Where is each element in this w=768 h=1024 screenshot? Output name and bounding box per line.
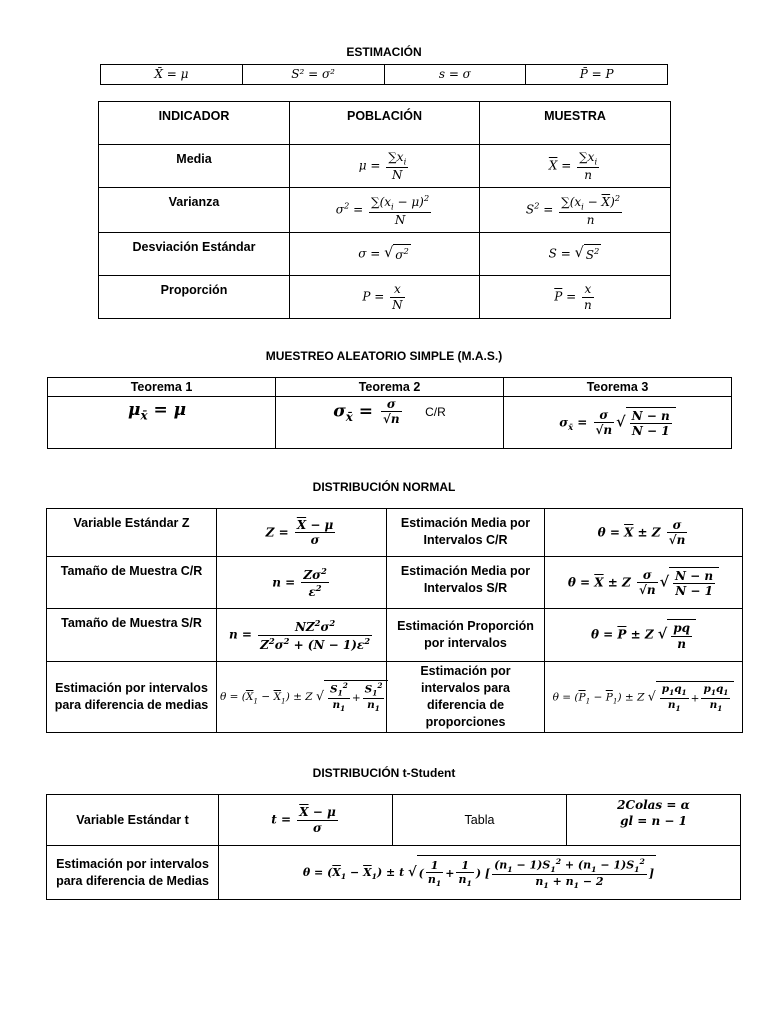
row-media-label: Media (99, 145, 290, 188)
variable-z-label: Variable Estándar Z (47, 509, 217, 557)
teorema-2-header: Teorema 2 (276, 378, 504, 397)
diferencia-proporciones-label: Estimación por intervalos para diferencia de proporciones (387, 662, 545, 733)
variable-t-formula: t = $\frac{\overline{X} - \mu}{\sigma}$ (219, 795, 393, 846)
estimacion-cell: P̄ = P (526, 65, 668, 85)
estimacion-cell: s = σ (384, 65, 526, 85)
proporcion-intervalos-label: Estimación Proporción por intervalos (387, 609, 545, 662)
colas-gl-cell (567, 795, 741, 846)
tamano-sr-label: Tamaño de Muestra S/R (47, 609, 217, 662)
diferencia-medias-t-label: Estimación por intervalos para diferencia de Medias (47, 846, 219, 900)
proporcion-intervalos-formula: $\theta = \overline{P} \pm Z$ √ $\frac{pq}{n}$ (545, 609, 743, 662)
tstudent-title: DISTRIBUCIÓN t-Student (312, 766, 456, 780)
tamano-cr-label: Tamaño de Muestra C/R (47, 557, 217, 609)
formula-proporcion-muestra: $\overline{P}$ = $\frac{x}{n}$ (480, 276, 671, 319)
media-intervalos-sr-formula: $\theta = \overline{X} \pm Z$ $\frac{\sigma}{√n}$ √ $\frac{N - n}{N - 1}$ (545, 557, 743, 609)
teorema-2-cr: C/R (425, 404, 446, 419)
teorema-3-formula: $\sigma_{x̄}$ = $\frac{\sigma}{√n}$ √ $\frac{N - n}{N - 1}$ (504, 397, 732, 449)
tabla-label: Tabla (393, 795, 567, 846)
media-intervalos-cr-formula: $\theta = \overline{X} \pm Z$ $\frac{\sigma}{√n}$ (545, 509, 743, 557)
formula-media-poblacion: μ = $\frac{\sum x_i}{N}$ (290, 145, 480, 188)
estimacion-cell: S² = σ² (242, 65, 384, 85)
mas-table (47, 377, 732, 449)
teorema-1-header: Teorema 1 (48, 378, 276, 397)
diferencia-medias-label: Estimación por intervalos para diferencia de medias (47, 662, 217, 733)
tstudent-table (46, 794, 741, 900)
formula-media-muestra: $\overline{X}$ = $\frac{\sum x_i}{n}$ (480, 145, 671, 188)
header-muestra: MUESTRA (480, 102, 671, 145)
estimacion-cell: X̄ = μ (101, 65, 243, 85)
teorema-3-header: Teorema 3 (504, 378, 732, 397)
colas-text: 2Colas = α (617, 798, 690, 812)
formula-desviacion-muestra: S = √ $S^2$ (480, 233, 671, 276)
formula-desviacion-poblacion: σ = √ $\sigma^2$ (290, 233, 480, 276)
tamano-cr-formula: n = $\frac{Z\sigma^2}{\varepsilon^2}$ (217, 557, 387, 609)
normal-table (46, 508, 743, 733)
variable-t-label: Variable Estándar t (47, 795, 219, 846)
indicadores-table (98, 101, 671, 319)
media-intervalos-sr-label: Estimación Media por Intervalos S/R (387, 557, 545, 609)
mas-title: MUESTREO ALEATORIO SIMPLE (M.A.S.) (265, 349, 503, 363)
row-desviacion-label: Desviación Estándar (99, 233, 290, 276)
header-poblacion: POBLACIÓN (290, 102, 480, 145)
estimacion-title: ESTIMACIÓN (346, 45, 422, 59)
diferencia-medias-formula: $\theta = (\overline{X}_1 - \overline{X}_1) \pm Z$ √ $\frac{S_1^2}{n_1}$ + $\frac{S_1^2}{n_1}$ (217, 662, 387, 733)
row-proporcion-label: Proporción (99, 276, 290, 319)
variable-z-formula: Z = $\frac{\overline{X} - \mu}{\sigma}$ (217, 509, 387, 557)
estimacion-table (100, 64, 668, 85)
formula-varianza-poblacion: $\sigma^2$ = $\frac{\sum(x_i - \mu)^2}{N}$ (290, 188, 480, 233)
formula-proporcion-poblacion: P = $\frac{x}{N}$ (290, 276, 480, 319)
diferencia-proporciones-formula: $\theta = (\overline{P}_1 - \overline{P}_1) \pm Z$ √ $\frac{p_1q_1}{n_1}$ + $\frac{p_1q_1}{n_1}$ (545, 662, 743, 733)
row-varianza-label: Varianza (99, 188, 290, 233)
gl-text: gl = n − 1 (620, 814, 687, 829)
formula-varianza-muestra: $S^2$ = $\frac{\sum(x_i - \overline{X})^2}{n}$ (480, 188, 671, 233)
normal-title: DISTRIBUCIÓN NORMAL (312, 480, 456, 494)
media-intervalos-cr-label: Estimación Media por Intervalos C/R (387, 509, 545, 557)
teorema-2-formula: $\sigma_{x̄}$ = $\frac{\sigma}{√n}$ C/R (276, 397, 504, 449)
header-indicador: INDICADOR (99, 102, 290, 145)
teorema-1-formula: $\mu_{x̄} = \mu$ (48, 397, 276, 449)
diferencia-medias-t-formula: $\theta = (\overline{X}_1 - \overline{X}_1) \pm t$ √ ( $\frac{1}{n_1}$ + $\frac{1}{n_1}$ ) [ $\frac{(n_1 - 1)S_1^2 + (n_1 - 1)S_1^2}{n_1 + n_1 - 2}$ ] (219, 846, 741, 900)
tamano-sr-formula: n = $\frac{NZ^2\sigma^2}{Z^2\sigma^2 + (N - 1)\varepsilon^2}$ (217, 609, 387, 662)
